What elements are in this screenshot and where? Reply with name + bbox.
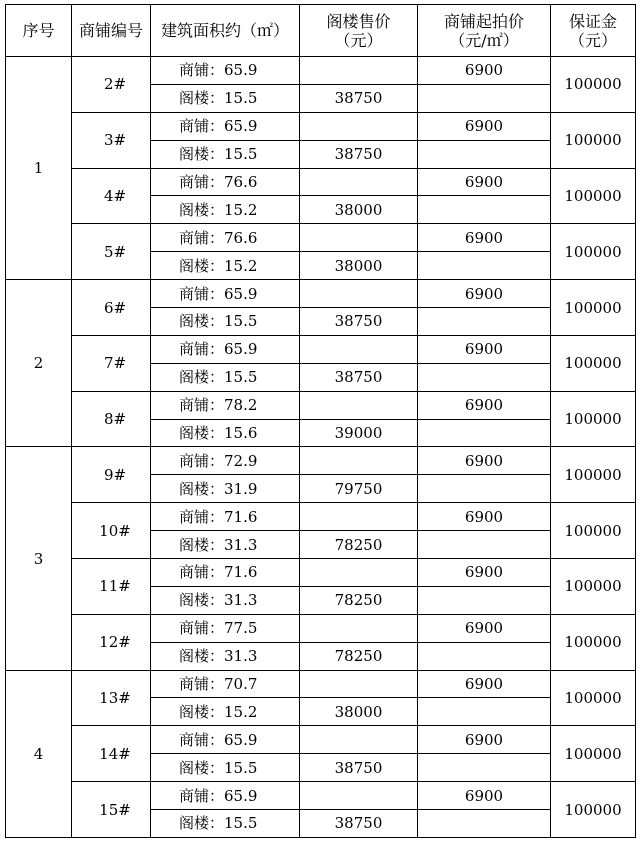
- start-price: 6900: [418, 168, 551, 196]
- loft-area: 阁楼：15.5: [151, 810, 300, 838]
- header-shop-no: 商铺编号: [72, 5, 151, 57]
- shop-number: 11#: [72, 559, 151, 615]
- deposit: 100000: [551, 503, 636, 559]
- header-deposit-line2: （元）: [568, 30, 617, 50]
- shop-number: 4#: [72, 168, 151, 224]
- shop-number: 15#: [72, 782, 151, 838]
- shop-area: 商铺：71.6: [151, 503, 300, 531]
- loft-price-empty: [300, 503, 418, 531]
- shop-area: 商铺：78.2: [151, 391, 300, 419]
- loft-area: 阁楼：15.5: [151, 754, 300, 782]
- shop-number: 8#: [72, 391, 151, 447]
- loft-area: 阁楼：15.5: [151, 84, 300, 112]
- table-body: [6, 57, 636, 838]
- loft-price: 38000: [300, 252, 418, 280]
- loft-price: 78250: [300, 531, 418, 559]
- loft-price: 38750: [300, 140, 418, 168]
- shop-area: 商铺：72.9: [151, 447, 300, 475]
- loft-area: 阁楼：15.2: [151, 196, 300, 224]
- start-price-empty: [418, 810, 551, 838]
- shop-area: 商铺：76.6: [151, 224, 300, 252]
- start-price-empty: [418, 698, 551, 726]
- loft-price: 38000: [300, 698, 418, 726]
- shop-area: 商铺：71.6: [151, 559, 300, 587]
- start-price: 6900: [418, 503, 551, 531]
- table-row: [6, 503, 636, 531]
- loft-price-empty: [300, 614, 418, 642]
- shop-area: 商铺：65.9: [151, 57, 300, 85]
- loft-price: 79750: [300, 475, 418, 503]
- deposit: 100000: [551, 335, 636, 391]
- loft-area: 阁楼：31.3: [151, 531, 300, 559]
- auction-table: [5, 4, 636, 838]
- shop-number: 2#: [72, 57, 151, 113]
- loft-price-empty: [300, 559, 418, 587]
- start-price: 6900: [418, 391, 551, 419]
- start-price-empty: [418, 308, 551, 336]
- shop-number: 12#: [72, 614, 151, 670]
- loft-price-empty: [300, 112, 418, 140]
- header-start-price-line2: （元/㎡）: [449, 30, 519, 50]
- shop-area: 商铺：70.7: [151, 670, 300, 698]
- deposit: 100000: [551, 559, 636, 615]
- loft-price-empty: [300, 57, 418, 85]
- group-seq: 3: [6, 447, 72, 670]
- loft-price: 38750: [300, 363, 418, 391]
- deposit: 100000: [551, 614, 636, 670]
- loft-price-empty: [300, 726, 418, 754]
- shop-area: 商铺：65.9: [151, 782, 300, 810]
- shop-number: 13#: [72, 670, 151, 726]
- shop-number: 5#: [72, 224, 151, 280]
- shop-area: 商铺：76.6: [151, 168, 300, 196]
- start-price: 6900: [418, 335, 551, 363]
- loft-price: 39000: [300, 419, 418, 447]
- start-price-empty: [418, 419, 551, 447]
- table-row: [6, 670, 636, 698]
- start-price-empty: [418, 475, 551, 503]
- start-price: 6900: [418, 112, 551, 140]
- shop-area: 商铺：77.5: [151, 614, 300, 642]
- deposit: 100000: [551, 670, 636, 726]
- shop-number: 6#: [72, 280, 151, 336]
- group-seq: 1: [6, 57, 72, 280]
- shop-area: 商铺：65.9: [151, 726, 300, 754]
- loft-price-empty: [300, 280, 418, 308]
- start-price: 6900: [418, 559, 551, 587]
- loft-price-empty: [300, 168, 418, 196]
- shop-area: 商铺：65.9: [151, 335, 300, 363]
- loft-area: 阁楼：15.5: [151, 140, 300, 168]
- table-row: [6, 559, 636, 587]
- loft-price: 78250: [300, 642, 418, 670]
- table-row: [6, 782, 636, 810]
- start-price-empty: [418, 586, 551, 614]
- loft-area: 阁楼：15.2: [151, 252, 300, 280]
- loft-price-empty: [300, 670, 418, 698]
- table-row: [6, 614, 636, 642]
- header-deposit-line1: 保证金: [568, 11, 617, 31]
- deposit: 100000: [551, 112, 636, 168]
- shop-number: 9#: [72, 447, 151, 503]
- loft-area: 阁楼：31.9: [151, 475, 300, 503]
- start-price-empty: [418, 363, 551, 391]
- start-price: 6900: [418, 726, 551, 754]
- deposit: 100000: [551, 57, 636, 113]
- start-price: 6900: [418, 280, 551, 308]
- start-price: 6900: [418, 782, 551, 810]
- loft-price-empty: [300, 447, 418, 475]
- loft-price-empty: [300, 335, 418, 363]
- header-row: [6, 5, 636, 57]
- deposit: 100000: [551, 391, 636, 447]
- header-loft-price-line1: 阁楼售价: [326, 11, 391, 31]
- table-row: [6, 335, 636, 363]
- loft-price: 38750: [300, 84, 418, 112]
- start-price: 6900: [418, 57, 551, 85]
- table-row: [6, 280, 636, 308]
- header-start-price-line1: 商铺起拍价: [443, 11, 524, 31]
- deposit: 100000: [551, 224, 636, 280]
- deposit: 100000: [551, 782, 636, 838]
- loft-area: 阁楼：31.3: [151, 586, 300, 614]
- loft-price-empty: [300, 224, 418, 252]
- start-price-empty: [418, 754, 551, 782]
- loft-area: 阁楼：31.3: [151, 642, 300, 670]
- deposit: 100000: [551, 447, 636, 503]
- shop-area: 商铺：65.9: [151, 112, 300, 140]
- table-row: [6, 57, 636, 85]
- table-row: [6, 112, 636, 140]
- loft-price: 78250: [300, 586, 418, 614]
- loft-price: 38750: [300, 308, 418, 336]
- loft-price: 38000: [300, 196, 418, 224]
- loft-area: 阁楼：15.6: [151, 419, 300, 447]
- header-start-price: [418, 5, 551, 57]
- loft-area: 阁楼：15.5: [151, 363, 300, 391]
- group-seq: 2: [6, 280, 72, 447]
- shop-number: 10#: [72, 503, 151, 559]
- loft-price: 38750: [300, 754, 418, 782]
- start-price-empty: [418, 642, 551, 670]
- loft-area: 阁楼：15.5: [151, 308, 300, 336]
- table-row: [6, 447, 636, 475]
- loft-area: 阁楼：15.2: [151, 698, 300, 726]
- shop-number: 14#: [72, 726, 151, 782]
- loft-price-empty: [300, 391, 418, 419]
- header-seq: 序号: [6, 5, 72, 57]
- start-price-empty: [418, 196, 551, 224]
- deposit: 100000: [551, 280, 636, 336]
- loft-price-empty: [300, 782, 418, 810]
- group-seq: 4: [6, 670, 72, 837]
- shop-area: 商铺：65.9: [151, 280, 300, 308]
- shop-number: 3#: [72, 112, 151, 168]
- header-loft-price: [300, 5, 418, 57]
- start-price-empty: [418, 84, 551, 112]
- start-price-empty: [418, 531, 551, 559]
- header-loft-price-line2: （元）: [334, 30, 383, 50]
- start-price: 6900: [418, 447, 551, 475]
- header-deposit: [551, 5, 636, 57]
- loft-price: 38750: [300, 810, 418, 838]
- table-row: [6, 168, 636, 196]
- start-price: 6900: [418, 614, 551, 642]
- start-price-empty: [418, 140, 551, 168]
- start-price: 6900: [418, 670, 551, 698]
- shop-number: 7#: [72, 335, 151, 391]
- table-row: [6, 391, 636, 419]
- table-row: [6, 224, 636, 252]
- table-row: [6, 726, 636, 754]
- header-area: 建筑面积约（㎡）: [151, 5, 300, 57]
- deposit: 100000: [551, 726, 636, 782]
- start-price-empty: [418, 252, 551, 280]
- deposit: 100000: [551, 168, 636, 224]
- start-price: 6900: [418, 224, 551, 252]
